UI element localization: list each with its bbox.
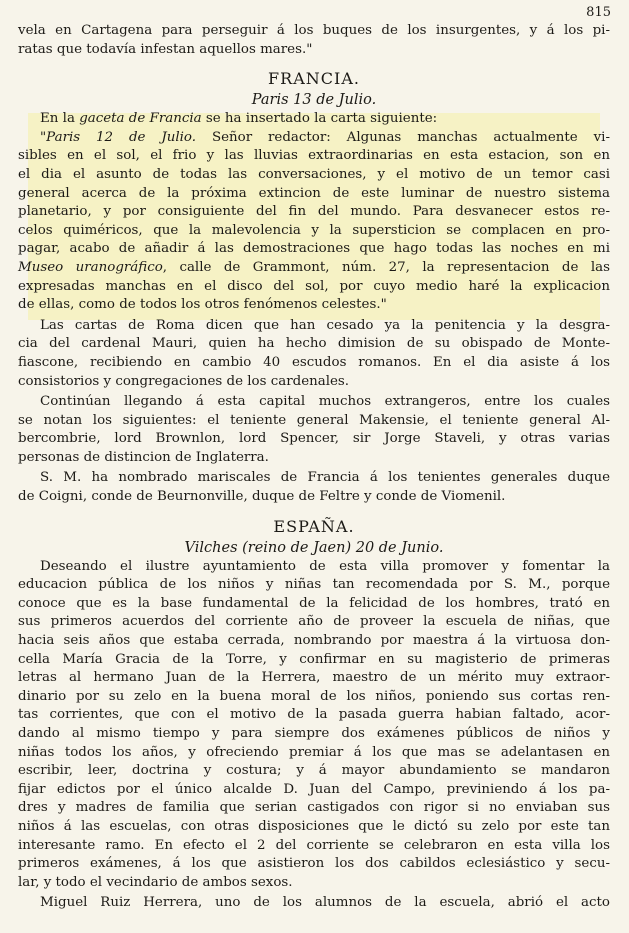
- text-line: planetario, y por consiguiente del fin del mundo. Para desvanecer estos re-: [18, 204, 610, 220]
- letter-date: Paris 12 de Julio.: [46, 129, 197, 145]
- dateline-vilches: Vilches (reino de Jaen) 20 de Junio.: [184, 539, 444, 556]
- text-line: fiascone, recibiendo en cambio 40 escudos romanos. En el dia asiste á los: [18, 354, 610, 370]
- text-line: Las cartas de Roma dicen que han cesado ya la penitencia y la desgra-: [40, 317, 610, 333]
- gaceta-title: gaceta de Francia: [79, 111, 202, 127]
- text-line: primeros exámenes, á los que asistieron los dos cabildos eclesiástico y secu-: [18, 856, 610, 872]
- text-line: "Paris 12 de Julio. Señor redactor: Algunas manchas actualmente vi-: [40, 129, 610, 145]
- text-line: interesante ramo. En efecto el 2 del corriente se celebraron en esta villa los: [18, 837, 610, 853]
- paragraph-extrangeros: [18, 393, 610, 467]
- dateline-paris: Paris 13 de Julio.: [251, 92, 377, 109]
- text-line: letras al hermano Juan de la Herrera, maestro de un mérito muy extraor-: [18, 670, 610, 686]
- text-line: sus primeros acuerdos del corriente año de proveer la escuela de niñas, que: [18, 614, 610, 630]
- text-line: Miguel Ruiz Herrera, uno de los alumnos de la escuela, abrió el acto: [40, 895, 610, 911]
- intro-line: vela en Cartagena para perseguir á los buques de los insurgentes, y á los pi-: [18, 23, 610, 38]
- museo-name: Museo uranográfico: [18, 259, 163, 275]
- paragraph-educacion: [18, 558, 610, 893]
- text-line: conoce que es la base fundamental de la felicidad de los hombres, trató en: [18, 595, 610, 611]
- text-line: consistorios y congregaciones de los cardenales.: [18, 373, 350, 389]
- text-line: fijar edictos por el único alcalde D. Juan del Campo, previniendo á los pa-: [18, 781, 610, 797]
- text-line: niños á las escuelas, con otras disposiciones que le dictó su zelo por este tan: [18, 818, 610, 834]
- text-line: celos quiméricos, que la malevolencia y la supersticion se complacen en pro-: [18, 222, 610, 238]
- text-line: cia del cardenal Mauri, quien ha hecho dimision de su obispado de Monte-: [18, 336, 610, 352]
- text-line: S. M. ha nombrado mariscales de Francia á los tenientes generales duque: [40, 470, 610, 486]
- text-line: Museo uranográfico, calle de Grammont, núm. 27, la representacion de las: [18, 259, 610, 275]
- text-line: niñas todos los años, y ofreciendo premiar á los que mas se adelantasen en: [18, 744, 610, 760]
- text-line: el dia el asunto de todas las conversaciones, y el motivo de un temor casi: [18, 166, 610, 182]
- text-line: de Coigni, conde de Beurnonville, duque de Feltre y conde de Viomenil.: [18, 489, 506, 505]
- text-line: personas de distincion de Inglaterra.: [18, 449, 269, 465]
- text-line: general acerca de la próxima extincion de este luminar de nuestro sistema: [18, 185, 610, 201]
- text-line: se notan los siguientes: el teniente general Makensie, el teniente general Al-: [18, 412, 610, 428]
- paragraph-gaceta: [18, 110, 610, 315]
- section-heading-francia: FRANCIA.: [268, 69, 360, 89]
- text-line: escribir, leer, doctrina y costura; y á mayor abundamiento se mandaron: [18, 763, 610, 779]
- text-line: hacia seis años que estaba cerrada, nombrando por maestra á la virtuosa don-: [18, 633, 610, 649]
- paragraph-miguel: [18, 894, 610, 913]
- text-line: cella María Gracia de la Torre, y confirmar en su magisterio de primeras: [18, 651, 610, 667]
- text-line: de ellas, como de todos los otros fenómenos celestes.": [18, 297, 387, 313]
- text-line: En la gaceta de Francia se ha insertado la carta siguiente:: [40, 111, 438, 127]
- text-line: expresadas manchas en el disco del sol, por cuyo medio haré la explicacion: [18, 278, 610, 294]
- paragraph-mariscales: [18, 469, 610, 506]
- text-line: dinario por su zelo en la buena moral de los niños, poniendo sus cortas ren-: [18, 688, 610, 704]
- text-line: bercombrie, lord Brownlon, lord Spencer, sir Jorge Staveli, y otras varias: [18, 431, 610, 447]
- text-line: educacion pública de los niños y niñas tan recomendada por S. M., porque: [18, 577, 610, 593]
- text-line: lar, y todo el vecindario de ambos sexos.: [18, 874, 293, 890]
- text-line: dres y madres de familia que serian castigados con rigor si no enviaban sus: [18, 800, 610, 816]
- text-line: tas corrientes, que con el motivo de la pasada guerra habian faltado, acor-: [18, 707, 610, 723]
- section-heading-espana: ESPAÑA.: [273, 516, 355, 536]
- page-number: 815: [586, 5, 611, 20]
- text-line: Continúan llegando á esta capital muchos extrangeros, entre los cuales: [40, 394, 610, 410]
- text-line: sibles en el sol, el frio y las lluvias extraordinarias en esta estacion, son en: [18, 148, 610, 164]
- document-page: [18, 4, 610, 913]
- text-line: dando al mismo tiempo y para siempre dos exámenes públicos de niños y: [18, 726, 610, 741]
- text-line: pagar, acabo de añadir á las demostraciones que hago todas las noches en mi: [18, 241, 610, 257]
- intro-line: ratas que todavía infestan aquellos mares.": [18, 41, 313, 57]
- paragraph-roma: [18, 317, 610, 391]
- text-line: Deseando el ilustre ayuntamiento de esta villa promover y fomentar la: [40, 558, 610, 574]
